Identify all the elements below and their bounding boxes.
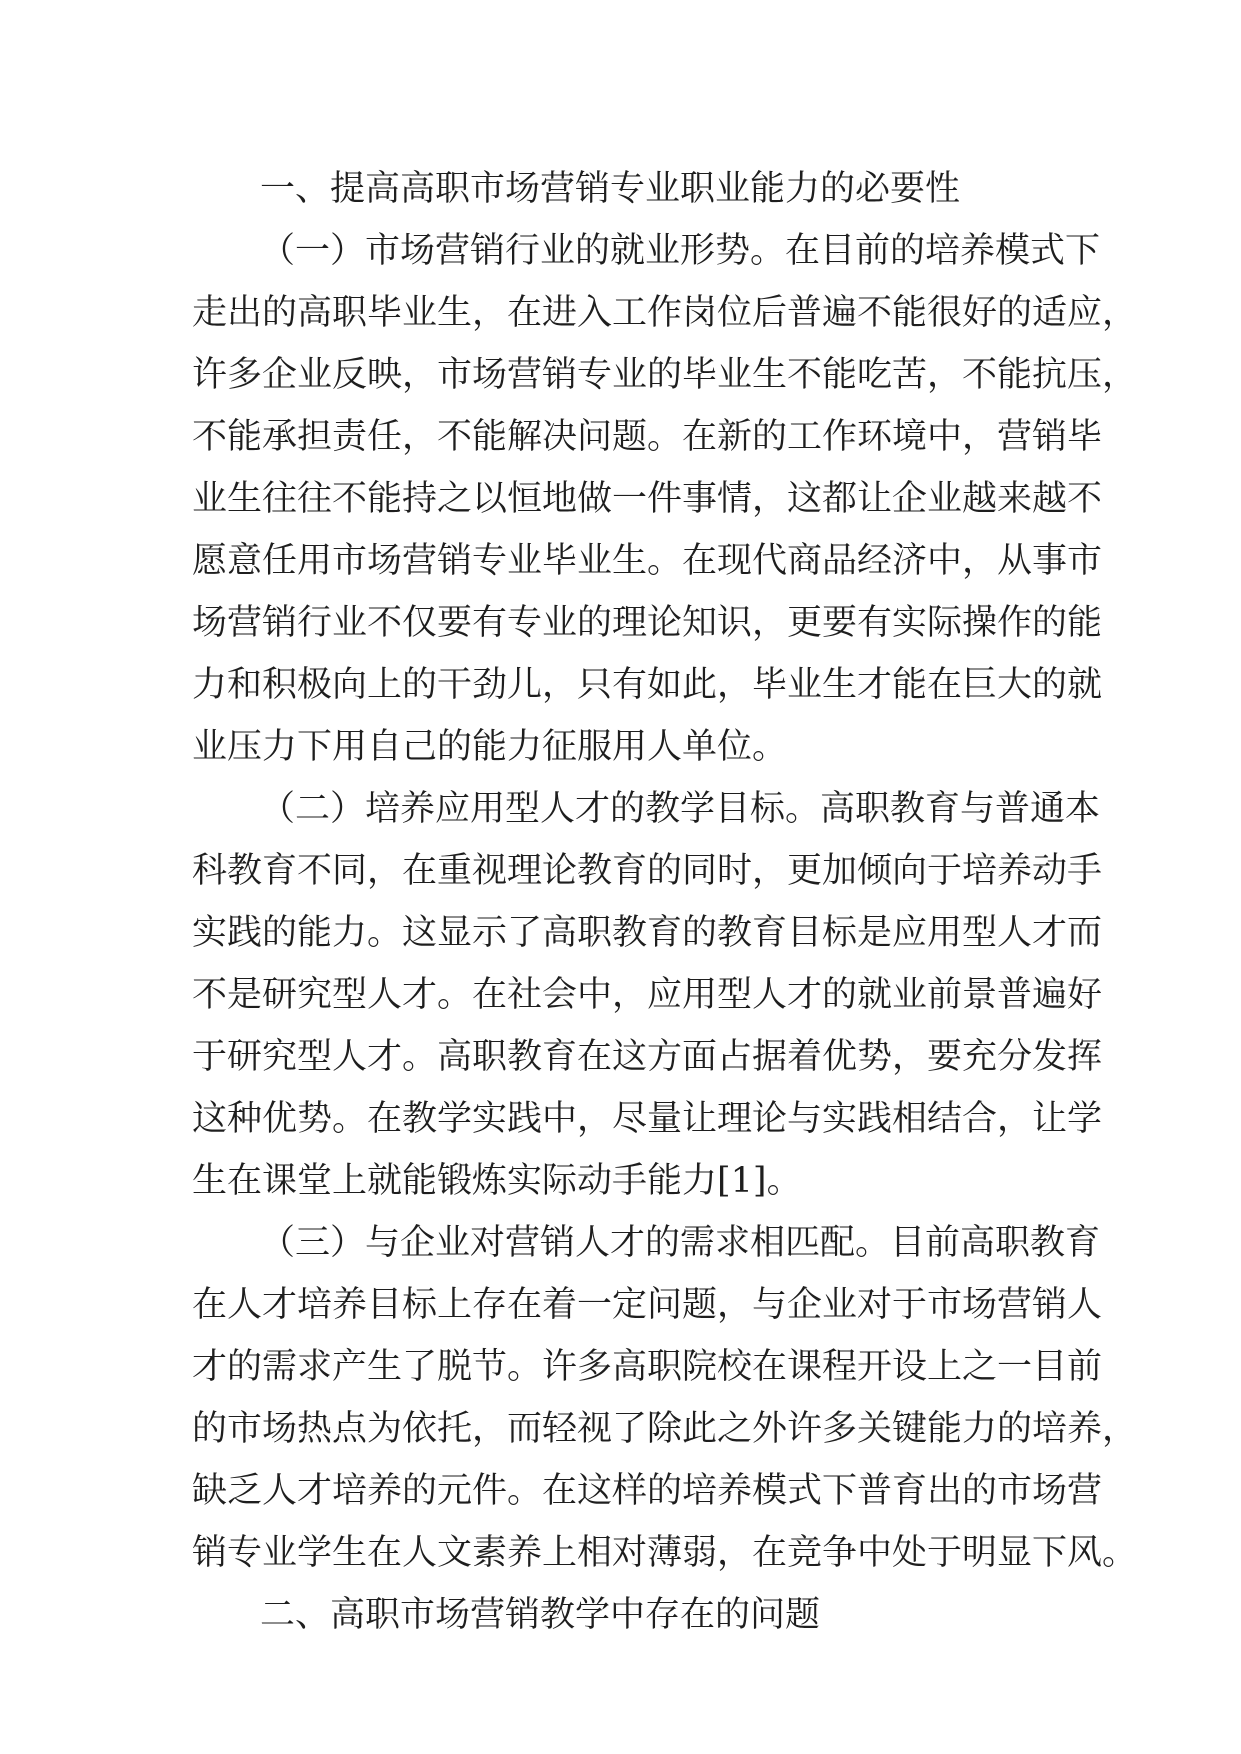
text-line: 于研究型人才。高职教育在这方面占据着优势，要充分发挥 — [192, 1037, 1103, 1077]
text-line: 这种优势。在教学实践中，尽量让理论与实践相结合，让学 — [192, 1099, 1103, 1139]
text-line: 业生往往不能持之以恒地做一件事情，这都让企业越来越不 — [192, 479, 1103, 519]
text-line: 力和积极向上的干劲儿，只有如此，毕业生才能在巨大的就 — [192, 665, 1103, 705]
text-line: （一）市场营销行业的就业形势。在目前的培养模式下 — [260, 231, 1101, 271]
text-line: 愿意任用市场营销专业毕业生。在现代商品经济中，从事市 — [192, 541, 1103, 581]
text-line: 走出的高职毕业生，在进入工作岗位后普遍不能很好的适应， — [192, 293, 1138, 333]
text-line: （二）培养应用型人才的教学目标。高职教育与普通本 — [260, 789, 1101, 829]
text-line: 不是研究型人才。在社会中，应用型人才的就业前景普遍好 — [192, 975, 1103, 1015]
text-line: 销专业学生在人文素养上相对薄弱，在竞争中处于明显下风。 — [192, 1533, 1138, 1573]
section-heading-1: 一、提高高职市场营销专业职业能力的必要性 — [260, 169, 961, 209]
document-body — [192, 158, 1138, 1646]
text-line: （三）与企业对营销人才的需求相匹配。目前高职教育 — [260, 1223, 1101, 1263]
text-line: 场营销行业不仅要有专业的理论知识，更要有实际操作的能 — [192, 603, 1103, 643]
paragraph-teaching-goal — [192, 778, 1103, 1212]
text-line: 实践的能力。这显示了高职教育的教育目标是应用型人才而 — [192, 913, 1103, 953]
text-line: 的市场热点为依托，而轻视了除此之外许多关键能力的培养， — [192, 1409, 1138, 1449]
text-line: 不能承担责任，不能解决问题。在新的工作环境中，营销毕 — [192, 417, 1103, 457]
text-line: 才的需求产生了脱节。许多高职院校在课程开设上之一目前 — [192, 1347, 1103, 1387]
text-line: 在人才培养目标上存在着一定问题，与企业对于市场营销人 — [192, 1285, 1103, 1325]
section-heading-2: 二、高职市场营销教学中存在的问题 — [260, 1595, 821, 1635]
text-line: 业压力下用自己的能力征服用人单位。 — [192, 727, 788, 767]
text-line: 缺乏人才培养的元件。在这样的培养模式下普育出的市场营 — [192, 1471, 1103, 1511]
paragraph-enterprise-demand — [192, 1212, 1138, 1584]
paragraph-employment-situation — [192, 220, 1138, 778]
text-line: 科教育不同，在重视理论教育的同时，更加倾向于培养动手 — [192, 851, 1103, 891]
text-line: 生在课堂上就能锻炼实际动手能力[1]。 — [192, 1161, 802, 1201]
text-line: 许多企业反映，市场营销专业的毕业生不能吃苦，不能抗压， — [192, 355, 1138, 395]
